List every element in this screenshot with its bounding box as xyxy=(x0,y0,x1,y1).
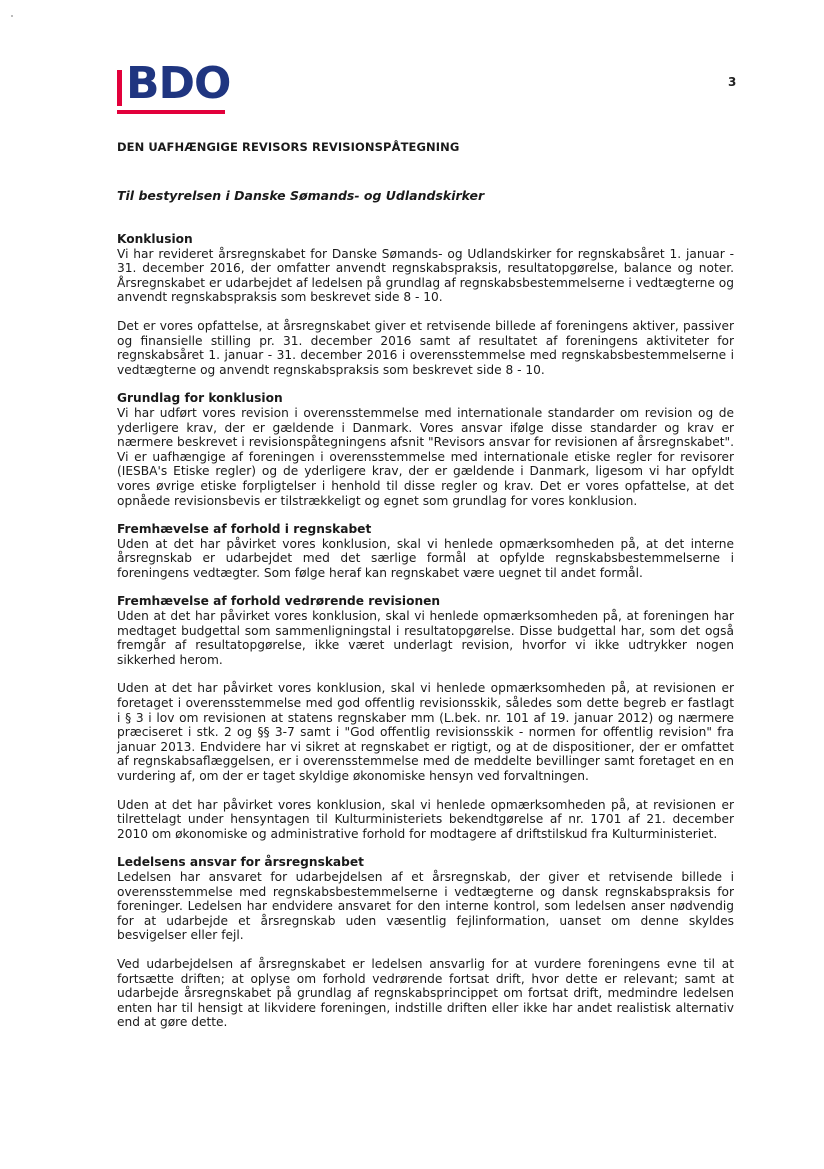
paragraph: Vi har udført vores revision i overensstemmelse med internationale standarder om revision og de yderligere krav, der er gældende i Danmark. Vores ansvar ifølge disse standarder og krav er nærmere beskrevet i revisionspåtegningens afsnit "Revisors ansvar for revisionen af årsregnskabet". Vi er uafhængige af foreningen i overensstemmelse med internationale etiske regler for revisorer (IESBA's Etiske regler) og de yderligere krav, der er gældende i Danmark, ligesom vi har opfyldt vores øvrige etiske forpligtelser i henhold til disse regler og krav. Det er vores opfattelse, at det opnåede revisionsbevis er tilstrækkeligt og egnet som grundlag for vores konklusion. xyxy=(117,405,734,508)
paragraph: Uden at det har påvirket vores konklusion, skal vi henlede opmærksomheden på, at foreningen har medtaget budgettal som sammenligningstal i resultatopgørelse. Disse budgettal har, som det også fremgår af resultatopgørelse, ikke været underlagt revision, hvorfor vi ikke udtrykker nogen sikkerhed herom. xyxy=(117,609,734,667)
section-fremhaevelse-revision xyxy=(117,594,734,841)
section-konklusion xyxy=(117,232,734,377)
section-fremhaevelse-regnskab xyxy=(117,522,734,580)
document-body xyxy=(117,232,734,1044)
section-title: Grundlag for konklusion xyxy=(117,391,283,406)
paragraph: Det er vores opfattelse, at årsregnskabet giver et retvisende billede af foreningens aktiver, passiver og finansielle stilling pr. 31. december 2016 samt af resultatet af foreningens aktiviteter for regnskabsåret 1. januar - 31. december 2016 i overensstemmelse med regnskabsbestemmelserne i vedtægterne og anvendt regnskabspraksis som beskrevet side 8 - 10. xyxy=(117,318,734,377)
page-number: 3 xyxy=(728,75,737,89)
section-grundlag xyxy=(117,391,734,508)
paragraph: Uden at det har påvirket vores konklusion, skal vi henlede opmærksomheden på, at revisionen er foretaget i overensstemmelse med god offentlig revisionsskik, således som dette begreb er fastlagt i § 3 i lov om revisionen at statens regnskaber mm (L.bek. nr. 101 af 19. januar 2012) og nærmere præciseret i stk. 2 og §§ 3-7 samt i "God offentlig revisionsskik - normen for offentlig revision" fra januar 2013. Endvidere har vi sikret at regnskabet er rigtigt, og at de dispositioner, der er omfattet af regnskabsaflæggelsen, er i overensstemmelse med de meddelte bevillinger samt foretaget en en vurdering af, om der er taget skyldige økonomiske hensyn ved forvaltningen. xyxy=(117,681,734,783)
logo-text: BDO xyxy=(126,58,231,109)
section-title: Ledelsens ansvar for årsregnskabet xyxy=(117,855,364,870)
scan-mark xyxy=(11,15,13,17)
section-ledelsens-ansvar xyxy=(117,855,734,1030)
bdo-logo xyxy=(117,58,231,114)
section-title: Fremhævelse af forhold vedrørende revisionen xyxy=(117,594,441,609)
logo-underline xyxy=(117,110,225,114)
paragraph: Vi har revideret årsregnskabet for Danske Sømands- og Udlandskirker for regnskabsåret 1. januar - 31. december 2016, der omfatter anvendt regnskabspraksis, resultatopgørelse, balance og noter. Årsregnskabet er udarbejdet af ledelsen på grundlag af regnskabsbestemmelserne i vedtægterne og anvendt regnskabspraksis som beskrevet side 8 - 10. xyxy=(117,246,734,305)
logo-bar xyxy=(117,70,122,106)
paragraph: Ledelsen har ansvaret for udarbejdelsen af et årsregnskab, der giver et retvisende billede i overensstemmelse med regnskabsbestemmelserne i vedtægterne og dansk regnskabspraksis for foreninger. Ledelsen har endvidere ansvaret for den interne kontrol, som ledelsen anser nødvendig for at udarbejde et årsregnskab uden væsentlig fejlinformation, uanset om denne skyldes besvigelser eller fejl. xyxy=(117,869,734,943)
addressee: Til bestyrelsen i Danske Sømands- og Udlandskirker xyxy=(117,188,485,203)
paragraph: Uden at det har påvirket vores konklusion, skal vi henlede opmærksomheden på, at revisionen er tilrettelagt under hensyntagen til Kulturministeriets bekendtgørelse af nr. 1701 af 21. december 2010 om økonomiske og administrative forhold for modtagere af driftstilskud fra Kulturministeriet. xyxy=(117,797,734,841)
section-title: Konklusion xyxy=(117,232,193,246)
document-heading: DEN UAFHÆNGIGE REVISORS REVISIONSPÅTEGNING xyxy=(117,140,460,154)
paragraph: Uden at det har påvirket vores konklusion, skal vi henlede opmærksomheden på, at det interne årsregnskab er udarbejdet med det særlige formål at opfylde regnskabsbestemmelserne i foreningens vedtægter. Som følge heraf kan regnskabet være uegnet til andet formål. xyxy=(117,536,734,580)
paragraph: Ved udarbejdelsen af årsregnskabet er ledelsen ansvarlig for at vurdere foreningens evne til at fortsætte driften; at oplyse om forhold vedrørende fortsat drift, hvor dette er relevant; samt at udarbejde årsregnskabet på grundlag af regnskabsprincippet om fortsat drift, medmindre ledelsen enten har til hensigt at likvidere foreningen, indstille driften eller ikke har andet realistisk alternativ end at gøre dette. xyxy=(117,956,734,1030)
section-title: Fremhævelse af forhold i regnskabet xyxy=(117,522,372,537)
